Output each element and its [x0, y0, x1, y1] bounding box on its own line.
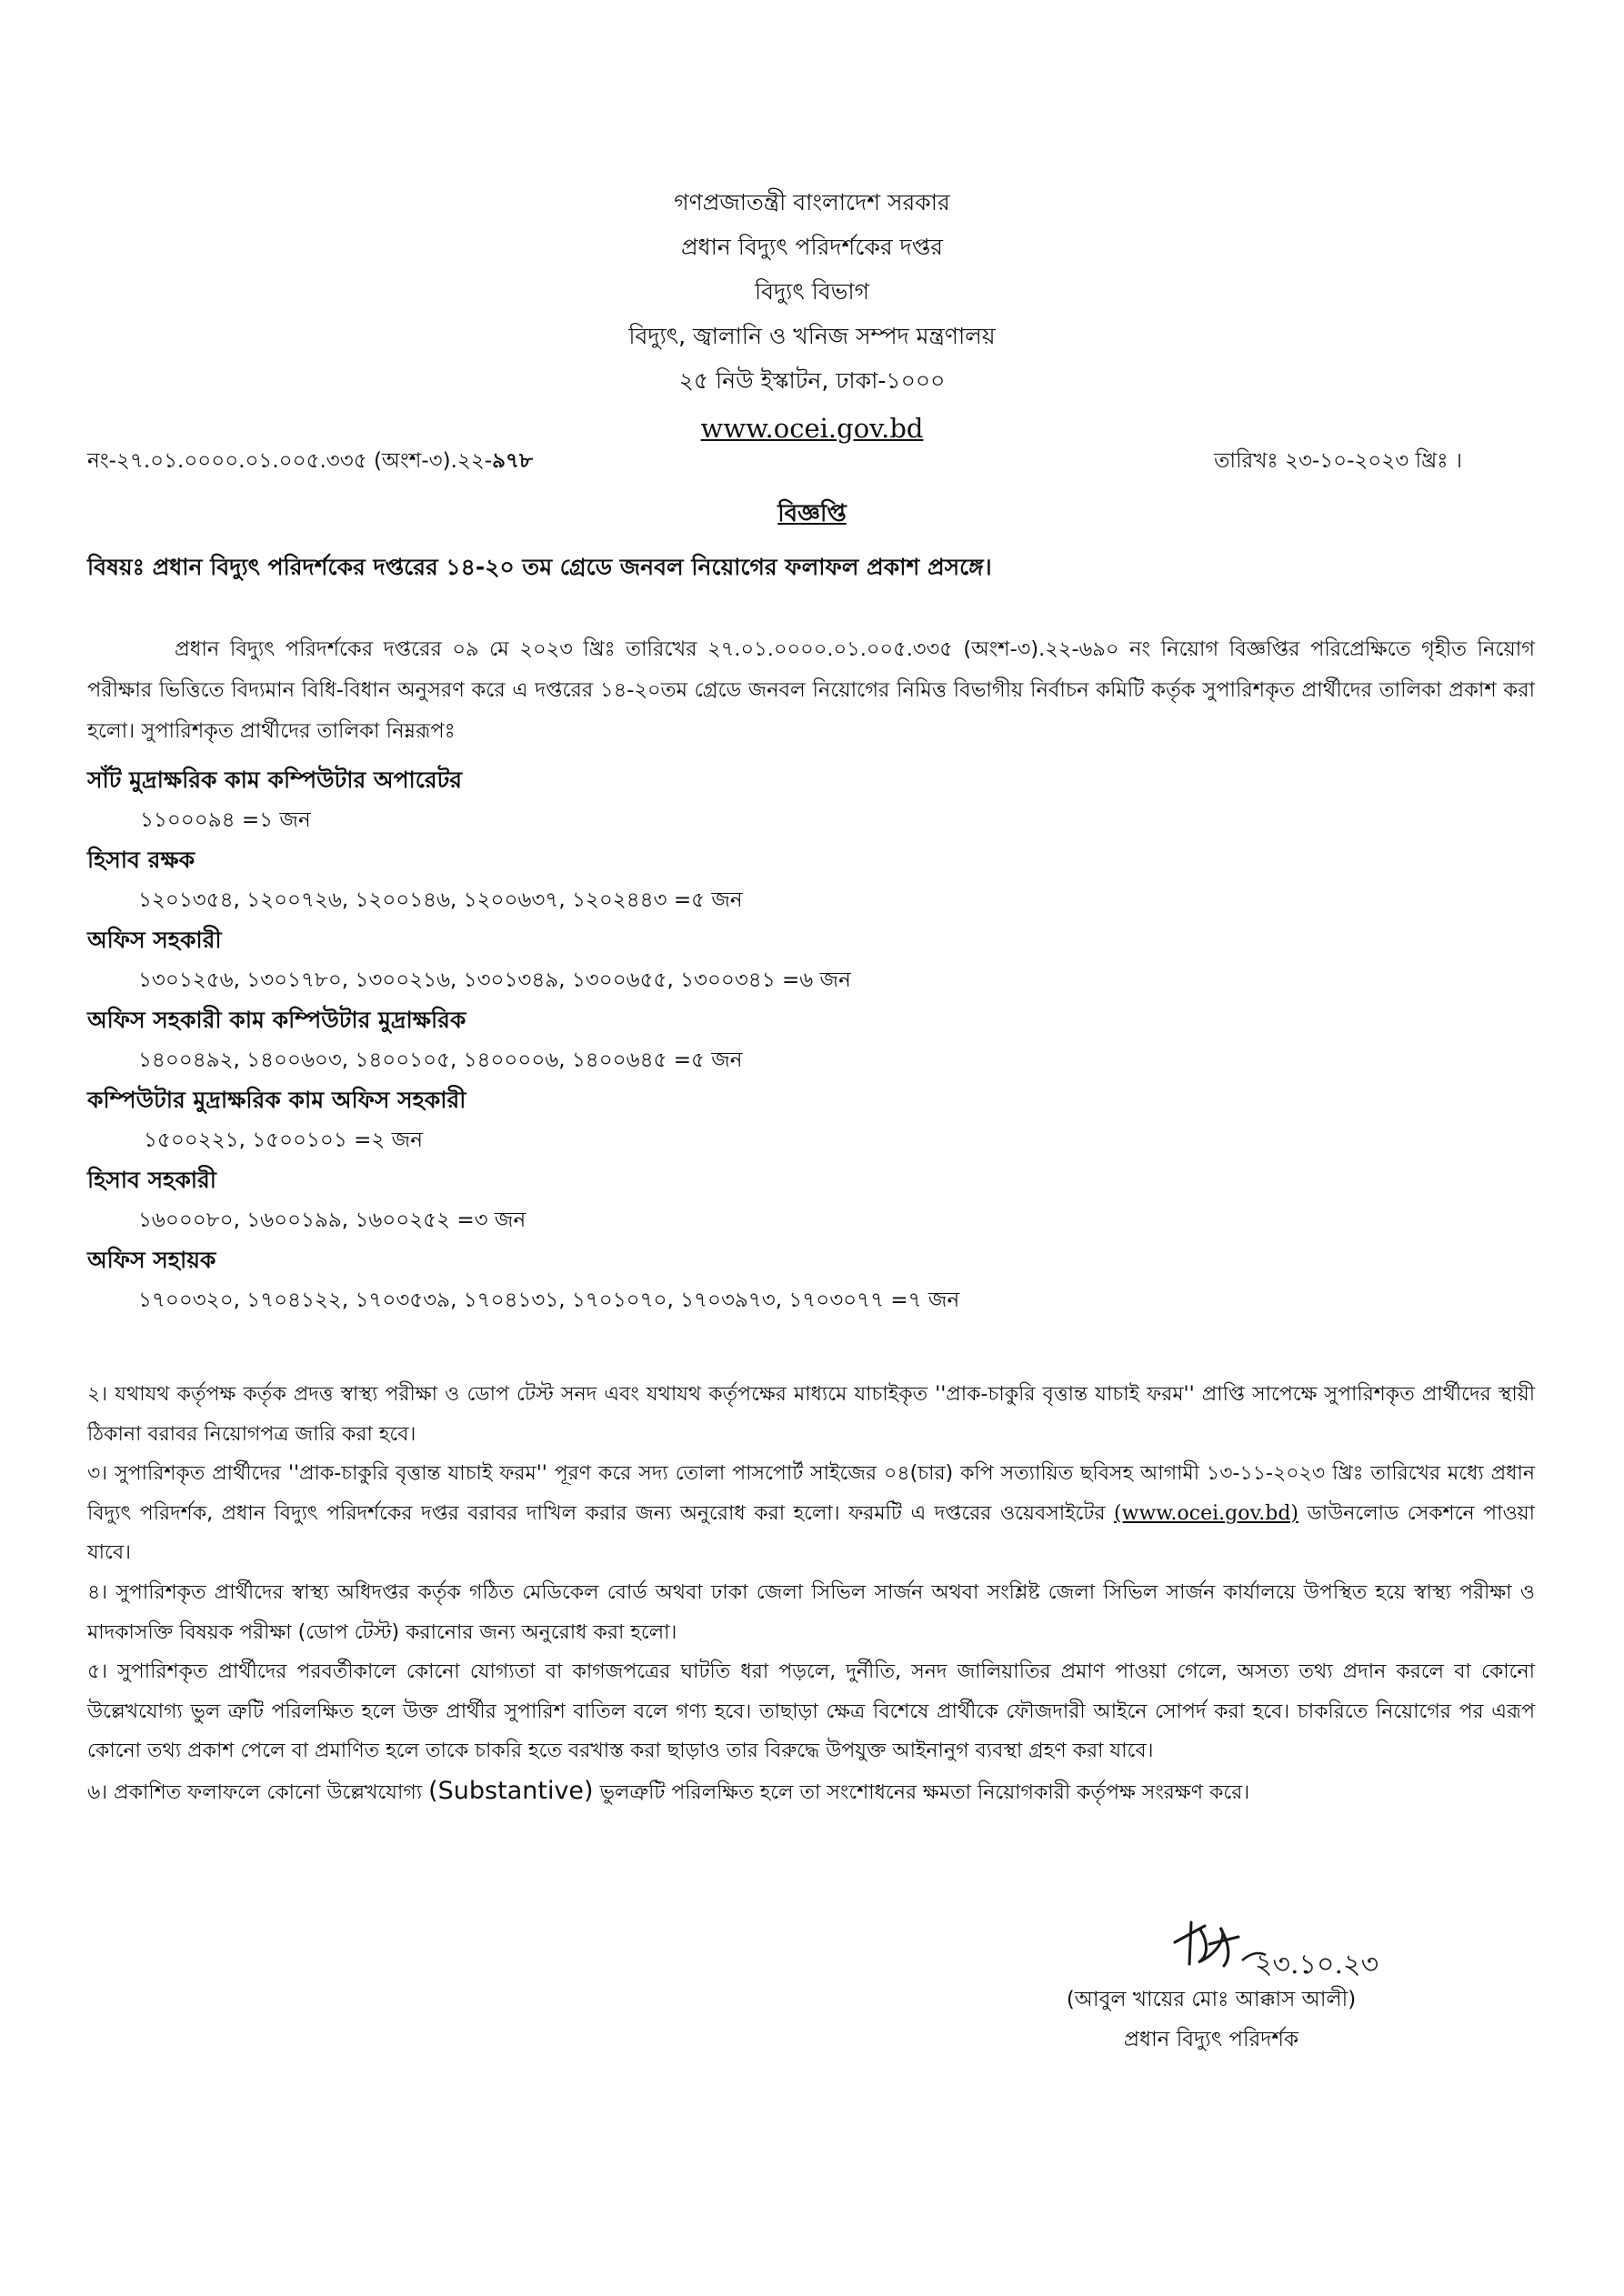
post-name: সাঁট মুদ্রাক্ষরিক কাম কম্পিউটার অপারেটর — [87, 767, 462, 793]
clause-3 — [87, 1454, 1535, 1573]
post-rolls: ১১০০০৯৪ =১ জন — [140, 808, 311, 832]
post-name: কম্পিউটার মুদ্রাক্ষরিক কাম অফিস সহকারী — [87, 1087, 466, 1113]
handwritten-signature — [1155, 1917, 1391, 1980]
division-name: বিদ্যুৎ বিভাগ — [754, 278, 870, 305]
post-rolls: ১২০১৩৫৪, ১২০০৭২৬, ১২০০১৪৬, ১২০০৬৩৭, ১২০২৪৪৩ =৫ জন — [138, 888, 743, 912]
post-name: অফিস সহকারী কাম কম্পিউটার মুদ্রাক্ষরিক — [87, 1007, 466, 1033]
office-name: প্রধান বিদ্যুৎ পরিদর্শকের দপ্তর — [680, 234, 943, 260]
clause-6-term: (Substantive) — [428, 1776, 594, 1805]
clause-4: ৪। সুপারিশকৃত প্রার্থীদের স্বাস্থ্য অধিদপ্তর কর্তৃক গঠিত মেডিকেল বোর্ড অথবা ঢাকা জেলা সিভিল সার্জন অথবা সংশ্লিষ্ট জেলা সিভিল সার্জন কার্যালয়ে উপস্থিত হয়ে স্বাস্থ্য পরীক্ষা ও মাদকাসক্তি বিষয়ক পরীক্ষা (ডোপ টেস্ট) করানোর জন্য অনুরোধ করা হলো। — [87, 1580, 1535, 1644]
memo-number — [87, 444, 533, 479]
notice-subject: বিষয়ঃ প্রধান বিদ্যুৎ পরিদর্শকের দপ্তরের ১৪-২০ তম গ্রেডে জনবল নিয়োগের ফলাফল প্রকাশ প্রসঙ্গে। — [87, 554, 992, 580]
post-name: অফিস সহকারী — [87, 927, 222, 953]
notice-title: বিজ্ঞপ্তি — [777, 500, 847, 527]
post-rolls: ১৭০০৩২০, ১৭০৪১২২, ১৭০৩৫৩৯, ১৭০৪১৩১, ১৭০১০৭০, ১৭০৩৯৭৩, ১৭০৩০৭৭ =৭ জন — [138, 1288, 960, 1312]
post-rolls: ১৫০০২২১, ১৫০০১০১ =২ জন — [144, 1128, 423, 1152]
clause-2: ২। যথাযথ কর্তৃপক্ষ কর্তৃক প্রদত্ত স্বাস্থ্য পরীক্ষা ও ডোপ টেস্ট সনদ এবং যথাযথ কর্তৃপক্ষের মাধ্যমে যাচাইকৃত ''প্রাক-চাকুরি বৃত্তান্ত যাচাই ফরম'' প্রাপ্তি সাপেক্ষে সুপারিশকৃত প্রার্থীদের স্থায়ী ঠিকানা বরাবর নিয়োগপত্র জারি করা হবে। — [87, 1383, 1535, 1446]
signatory-designation: প্রধান বিদ্যুৎ পরিদর্শক — [1123, 2028, 1299, 2051]
letterhead — [0, 180, 1624, 451]
ministry-name: বিদ্যুৎ, জ্বালানি ও খনিজ সম্পদ মন্ত্রণালয় — [628, 323, 996, 349]
post-rolls: ১৪০০৪৯২, ১৪০০৬০৩, ১৪০০১০৫, ১৪০০০০৬, ১৪০০৬৪৫ =৫ জন — [138, 1048, 743, 1072]
signatory-name: (আবুল খায়ের মোঃ আক্কাস আলী) — [1066, 1988, 1357, 2011]
clause-6-text-end: ভুলত্রুটি পরিলক্ষিত হলে তা সংশোধনের ক্ষমতা নিয়োগকারী কর্তৃপক্ষ সংরক্ষণ করে। — [593, 1780, 1250, 1804]
post-name: অফিস সহায়ক — [87, 1247, 216, 1273]
post-name: হিসাব সহকারী — [87, 1167, 216, 1193]
post-name: হিসাব রক্ষক — [87, 847, 195, 873]
post-list — [87, 760, 1535, 832]
handwritten-date: ২৩.১০.২৩ — [1255, 1949, 1379, 1980]
conditions-section — [87, 1375, 1535, 1813]
memo-date: তারিখঃ ২৩-১০-২০২৩ খ্রিঃ । — [1214, 449, 1462, 473]
post-rolls: ১৩০১২৫৬, ১৩০১৭৮০, ১৩০০২১৬, ১৩০১৩৪৯, ১৩০০৬৫৫, ১৩০০৩৪১ =৬ জন — [138, 968, 851, 992]
post-list-2 — [87, 840, 1535, 1320]
clause-6-text: ৬। প্রকাশিত ফলাফলে কোনো উল্লেখযোগ্য — [87, 1780, 429, 1804]
clause-3-text-end: ডাউনলোড সেকশনে পাওয়া যাবে। — [87, 1501, 1535, 1565]
memo-number-prefix: নং-২৭.০১.০০০০.০১.০০৫.৩৩৫ (অংশ-৩).২২- — [87, 449, 493, 473]
post-rolls: ১৬০০০৮০, ১৬০০১৯৯, ১৬০০২৫২ =৩ জন — [138, 1208, 526, 1232]
memo-number-suffix: ৯৭৮ — [492, 449, 533, 473]
website-link-inline[interactable]: (www.ocei.gov.bd) — [1114, 1501, 1299, 1525]
website-link[interactable]: www.ocei.gov.bd — [700, 413, 924, 444]
government-name: গণপ্রজাতন্ত্রী বাংলাদেশ সরকার — [674, 189, 950, 216]
clause-5: ৫। সুপারিশকৃত প্রার্থীদের পরবর্তীকালে কোনো যোগ্যতা বা কাগজপত্রের ঘাটতি ধরা পড়লে, দুর্নীতি, সনদ জালিয়াতির প্রমাণ পাওয়া গেলে, অসত্য তথ্য প্রদান করলে বা কোনো উল্লেখযোগ্য ভুল ত্রুটি পরিলক্ষিত হলে উক্ত প্রার্থীর সুপারিশ বাতিল বলে গণ্য হবে। তাছাড়া ক্ষেত্র বিশেষে প্রার্থীকে ফৌজদারী আইনে সোপর্দ করা হবে। চাকরিতে নিয়োগের পর এরূপ কোনো তথ্য প্রকাশ পেলে বা প্রমাণিত হলে তাকে চাকরি হতে বরখাস্ত করা ছাড়াও তার বিরুদ্ধে উপযুক্ত আইনানুগ ব্যবস্থা গ্রহণ করা যাবে। — [87, 1660, 1535, 1763]
office-address: ২৫ নিউ ইস্কাটন, ঢাকা-১০০০ — [678, 367, 946, 394]
intro-paragraph: প্রধান বিদ্যুৎ পরিদর্শকের দপ্তরের ০৯ মে ২০২৩ খ্রিঃ তারিখের ২৭.০১.০০০০.০১.০০৫.৩৩৫ (অংশ-৩).২২-৬৯০ নং নিয়োগ বিজ্ঞপ্তির পরিপ্রেক্ষিতে গৃহীত নিয়োগ পরীক্ষার ভিত্তিতে বিদ্যমান বিধি-বিধান অনুসরণ করে এ দপ্তরের ১৪-২০তম গ্রেডে জনবল নিয়োগের নিমিত্ত বিভাগীয় নির্বাচন কমিটি কর্তৃক সুপারিশকৃত প্রার্থীদের তালিকা প্রকাশ করা হলো। সুপারিশকৃত প্রার্থীদের তালিকা নিম্নরূপঃ — [87, 637, 1535, 743]
clause-3-text: ৩। সুপারিশকৃত প্রার্থীদের ''প্রাক-চাকুরি বৃত্তান্ত যাচাই ফরম'' পূরণ করে সদ্য তোলা পাসপোর্ট সাইজের ০৪(চার) কপি সত্যায়িত ছবিসহ আগামী ১৩-১১-২০২৩ খ্রিঃ তারিখের মধ্যে প্রধান বিদ্যুৎ পরিদর্শক, প্রধান বিদ্যুৎ পরিদর্শকের দপ্তর বরাবর দাখিল করার জন্য অনুরোধ করা হলো। ফরমটি এ দপ্তরের ওয়েবসাইটের — [87, 1462, 1535, 1525]
clause-6 — [87, 1771, 1535, 1813]
